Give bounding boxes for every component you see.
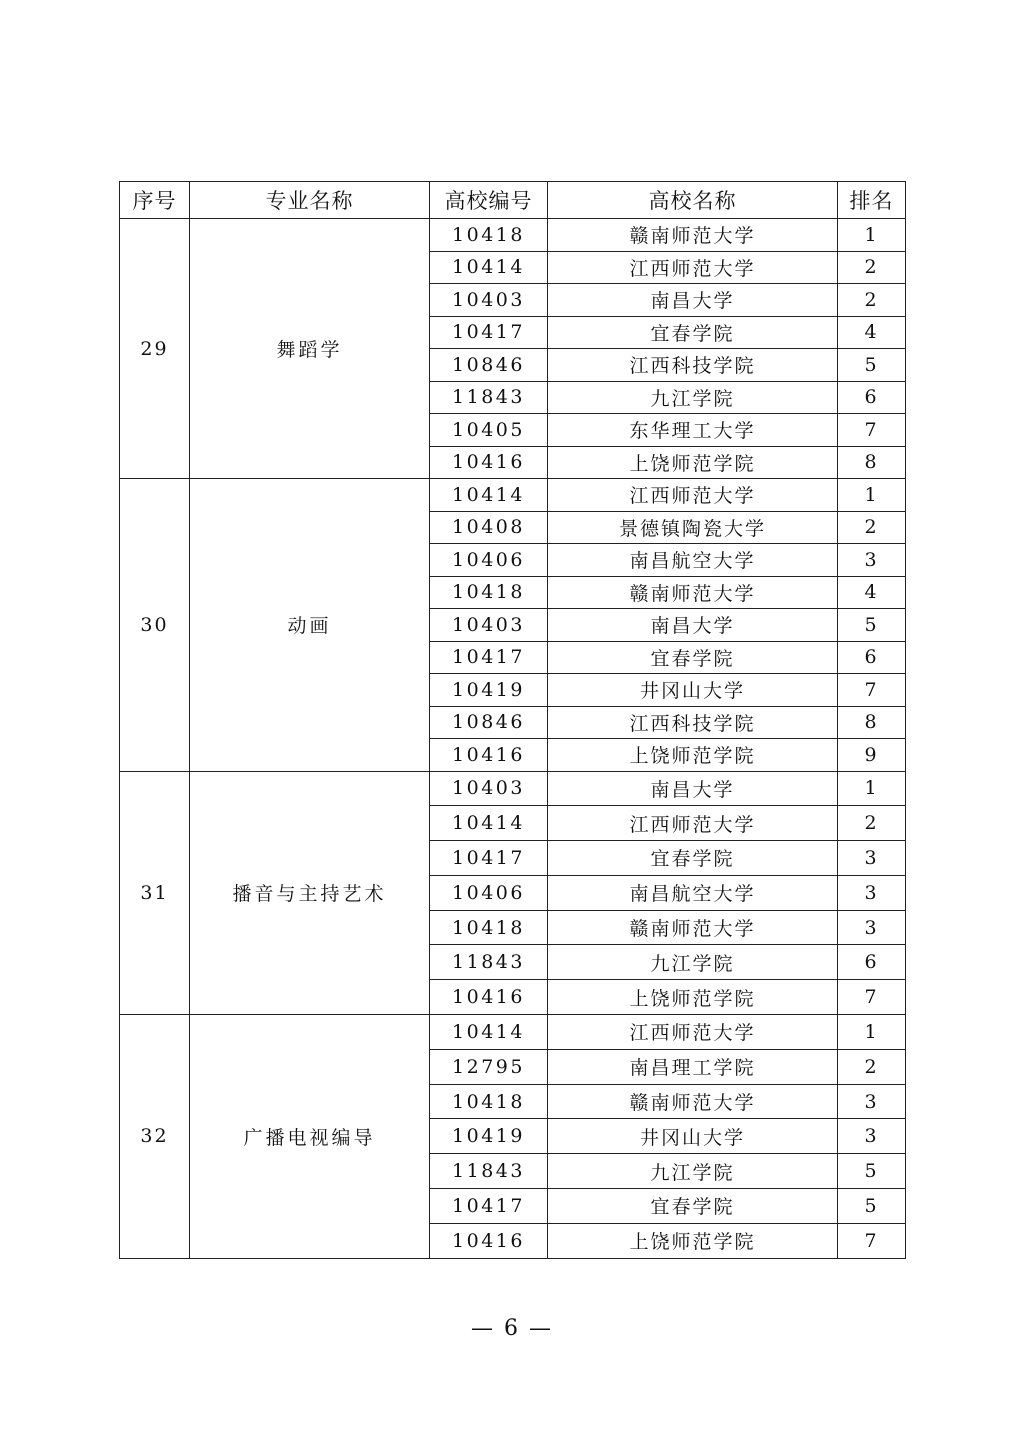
table-row	[120, 479, 906, 512]
school-name-cell: 赣南师范大学	[548, 1084, 838, 1119]
school-code-cell: 10406	[430, 544, 548, 577]
school-code-cell: 10416	[430, 446, 548, 479]
table-row	[120, 771, 906, 806]
school-name-cell: 赣南师范大学	[548, 576, 838, 609]
seq-cell: 32	[120, 1015, 190, 1259]
rank-cell: 3	[838, 841, 906, 876]
header-school-code: 高校编号	[430, 182, 548, 219]
rank-cell: 8	[838, 706, 906, 739]
school-code-cell: 11843	[430, 381, 548, 414]
school-code-cell: 10846	[430, 349, 548, 382]
seq-cell: 31	[120, 771, 190, 1015]
school-code-cell: 10419	[430, 1119, 548, 1154]
school-name-cell: 江西师范大学	[548, 251, 838, 284]
rank-cell: 5	[838, 1189, 906, 1224]
school-name-cell: 南昌大学	[548, 609, 838, 642]
school-code-cell: 10416	[430, 980, 548, 1015]
rank-cell: 1	[838, 479, 906, 512]
school-code-cell: 10414	[430, 251, 548, 284]
rank-cell: 2	[838, 1049, 906, 1084]
school-code-cell: 10414	[430, 806, 548, 841]
table-row	[120, 1015, 906, 1050]
school-code-cell: 10418	[430, 576, 548, 609]
rank-cell: 3	[838, 910, 906, 945]
school-code-cell: 10408	[430, 511, 548, 544]
school-name-cell: 江西师范大学	[548, 1015, 838, 1050]
school-name-cell: 南昌大学	[548, 284, 838, 317]
rank-cell: 3	[838, 875, 906, 910]
table-row	[120, 219, 906, 252]
school-name-cell: 南昌大学	[548, 771, 838, 806]
rank-cell: 2	[838, 251, 906, 284]
seq-cell: 29	[120, 219, 190, 479]
school-name-cell: 九江学院	[548, 381, 838, 414]
school-name-cell: 南昌航空大学	[548, 875, 838, 910]
school-code-cell: 10417	[430, 316, 548, 349]
school-code-cell: 11843	[430, 1154, 548, 1189]
school-code-cell: 10417	[430, 841, 548, 876]
school-name-cell: 上饶师范学院	[548, 1223, 838, 1258]
rank-cell: 2	[838, 284, 906, 317]
school-code-cell: 10405	[430, 414, 548, 447]
school-name-cell: 南昌理工学院	[548, 1049, 838, 1084]
school-name-cell: 南昌航空大学	[548, 544, 838, 577]
rank-cell: 1	[838, 771, 906, 806]
school-code-cell: 10419	[430, 674, 548, 707]
rank-cell: 8	[838, 446, 906, 479]
major-name-cell: 动画	[190, 479, 430, 772]
school-code-cell: 10403	[430, 284, 548, 317]
major-name-cell: 舞蹈学	[190, 219, 430, 479]
rank-cell: 7	[838, 414, 906, 447]
header-rank: 排名	[838, 182, 906, 219]
school-code-cell: 10414	[430, 479, 548, 512]
school-name-cell: 上饶师范学院	[548, 980, 838, 1015]
rank-cell: 5	[838, 349, 906, 382]
school-name-cell: 江西师范大学	[548, 479, 838, 512]
school-name-cell: 赣南师范大学	[548, 219, 838, 252]
school-code-cell: 10418	[430, 1084, 548, 1119]
rank-cell: 7	[838, 674, 906, 707]
rank-cell: 6	[838, 641, 906, 674]
school-name-cell: 景德镇陶瓷大学	[548, 511, 838, 544]
header-seq: 序号	[120, 182, 190, 219]
rank-cell: 7	[838, 1223, 906, 1258]
school-name-cell: 上饶师范学院	[548, 739, 838, 772]
table-body	[120, 219, 906, 1259]
rank-cell: 1	[838, 1015, 906, 1050]
school-name-cell: 江西科技学院	[548, 706, 838, 739]
rank-cell: 4	[838, 576, 906, 609]
ranking-table	[119, 181, 906, 1259]
table-header-row	[120, 182, 906, 219]
header-school-name: 高校名称	[548, 182, 838, 219]
school-code-cell: 10416	[430, 1223, 548, 1258]
school-name-cell: 九江学院	[548, 1154, 838, 1189]
school-name-cell: 宜春学院	[548, 316, 838, 349]
school-name-cell: 江西科技学院	[548, 349, 838, 382]
seq-cell: 30	[120, 479, 190, 772]
school-name-cell: 井冈山大学	[548, 1119, 838, 1154]
school-name-cell: 井冈山大学	[548, 674, 838, 707]
school-name-cell: 江西师范大学	[548, 806, 838, 841]
school-name-cell: 宜春学院	[548, 641, 838, 674]
rank-cell: 3	[838, 1119, 906, 1154]
rank-cell: 1	[838, 219, 906, 252]
school-code-cell: 10846	[430, 706, 548, 739]
school-code-cell: 10418	[430, 219, 548, 252]
rank-cell: 5	[838, 1154, 906, 1189]
school-code-cell: 10416	[430, 739, 548, 772]
school-name-cell: 上饶师范学院	[548, 446, 838, 479]
school-name-cell: 赣南师范大学	[548, 910, 838, 945]
school-code-cell: 10414	[430, 1015, 548, 1050]
school-name-cell: 东华理工大学	[548, 414, 838, 447]
school-code-cell: 10418	[430, 910, 548, 945]
rank-cell: 6	[838, 945, 906, 980]
rank-cell: 7	[838, 980, 906, 1015]
school-code-cell: 11843	[430, 945, 548, 980]
school-name-cell: 九江学院	[548, 945, 838, 980]
rank-cell: 4	[838, 316, 906, 349]
school-code-cell: 10417	[430, 641, 548, 674]
school-name-cell: 宜春学院	[548, 841, 838, 876]
page-number: — 6 —	[471, 1316, 553, 1341]
school-name-cell: 宜春学院	[548, 1189, 838, 1224]
school-code-cell: 10417	[430, 1189, 548, 1224]
school-code-cell: 10403	[430, 771, 548, 806]
header-major: 专业名称	[190, 182, 430, 219]
rank-cell: 3	[838, 544, 906, 577]
major-name-cell: 广播电视编导	[190, 1015, 430, 1259]
rank-cell: 3	[838, 1084, 906, 1119]
rank-cell: 2	[838, 806, 906, 841]
rank-cell: 6	[838, 381, 906, 414]
school-code-cell: 10406	[430, 875, 548, 910]
school-code-cell: 12795	[430, 1049, 548, 1084]
major-name-cell: 播音与主持艺术	[190, 771, 430, 1015]
rank-cell: 9	[838, 739, 906, 772]
school-code-cell: 10403	[430, 609, 548, 642]
rank-cell: 5	[838, 609, 906, 642]
rank-cell: 2	[838, 511, 906, 544]
